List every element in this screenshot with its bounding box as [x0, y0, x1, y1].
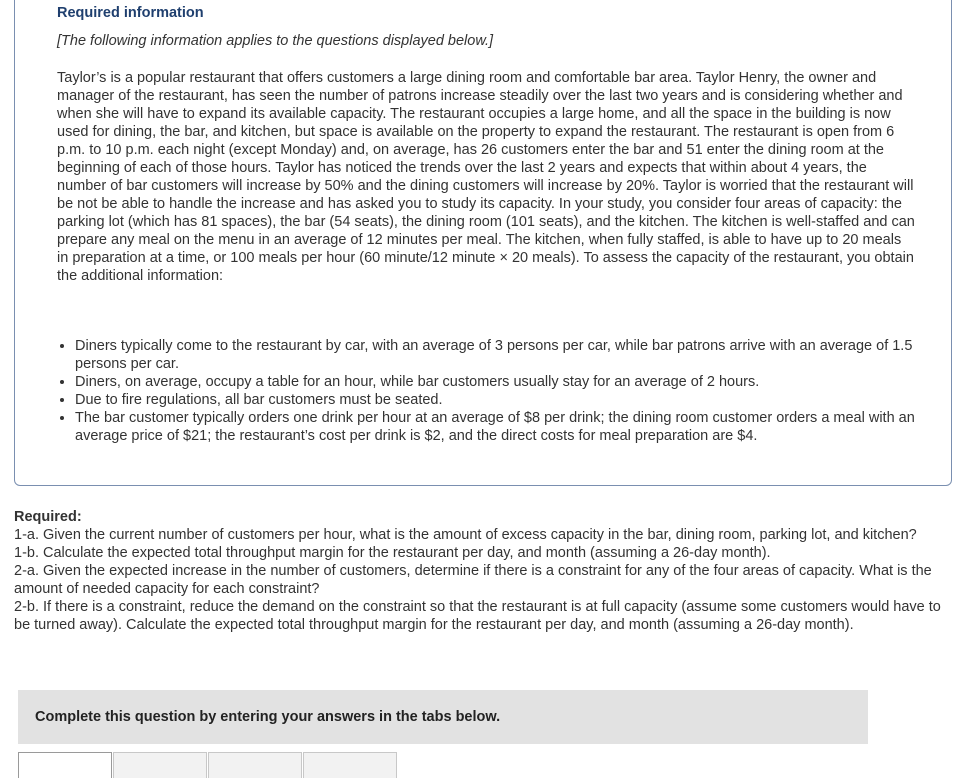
scenario-text: Taylor’s is a popular restaurant that offers customers a large dining room and comfortable bar area. Taylor Henry, the owner and manager of the restaurant, has seen the number of patrons increase steadily over the last two years and is considering whether and when she will have to expand its available capacity. The restaurant occupies a large home, and all the space in the building is now used for dining, the bar, and kitchen, but space is available on the property to expand the restaurant. The restaurant is open from 6 p.m. to 10 p.m. each night (except Monday) and, on average, has 26 customers enter the bar and 51 enter the dining room at the beginning of each of those hours. Taylor has noticed the trends over the last 2 years and expects that within about 4 years, the number of bar customers will increase by 50% and the dining customers will increase by 20%. Taylor is worried that the restaurant will be not be able to handle the increase and has asked you to study its capacity. In your study, you consider four areas of capacity: the parking lot (which has 81 spaces), the bar (54 seats), the dining room (101 seats), and the kitchen. The kitchen is well-staffed and can prepare any meal on the menu in an average of 12 minutes per meal. The kitchen, when fully staffed, is able to have up to 20 meals in preparation at a time, or 100 meals per hour (60 minute/12 minute × 20 meals). To assess the capacity of the restaurant, you obtain the additional information: [57, 70, 915, 284]
tab-2b[interactable] [303, 752, 397, 778]
tab-1b[interactable] [113, 752, 207, 778]
tab-1a[interactable] [18, 752, 112, 778]
list-item: • Due to fire regulations, all bar customers must be seated. [75, 391, 933, 409]
answer-tabs [18, 752, 398, 778]
list-item: • The bar customer typically orders one drink per hour at an average of $8 per drink; the dining room customer orders a meal with an average price of $21; the restaurant’s cost per drink is $2, and the direct costs for meal preparation are $4. [75, 409, 933, 445]
required-heading: Required: [14, 509, 82, 525]
info-subtitle: [The following information applies to the questions displayed below.] [57, 33, 494, 49]
requirement-2b: 2-b. If there is a constraint, reduce the demand on the constraint so that the restaurant is at full capacity (assume some customers would have to be turned away). Calculate the expected total throughput margin for the restaurant per day, and month (assuming a 26-day month). [14, 599, 941, 633]
list-item: • Diners, on average, occupy a table for an hour, while bar customers usually stay for an average of 2 hours. [75, 373, 933, 391]
requirement-1a: 1-a. Given the current number of customers per hour, what is the amount of excess capacity in the bar, dining room, parking lot, and kitchen? [14, 527, 917, 543]
list-item: • Diners typically come to the restaurant by car, with an average of 3 persons per car, while bar patrons arrive with an average of 1.5 persons per car. [75, 337, 933, 373]
instruction-text: Complete this question by entering your answers in the tabs below. [35, 709, 501, 725]
requirement-1b: 1-b. Calculate the expected total throughput margin for the restaurant per day, and month (assuming a 26-day month). [14, 545, 771, 561]
info-title: Required information [57, 5, 204, 21]
additional-info-list [57, 337, 933, 445]
requirement-2a: 2-a. Given the expected increase in the number of customers, determine if there is a constraint for any of the four areas of capacity. What is the amount of needed capacity for each constraint? [14, 563, 932, 597]
instruction-bar [18, 690, 868, 744]
tab-2a[interactable] [208, 752, 302, 778]
required-section [14, 508, 954, 634]
